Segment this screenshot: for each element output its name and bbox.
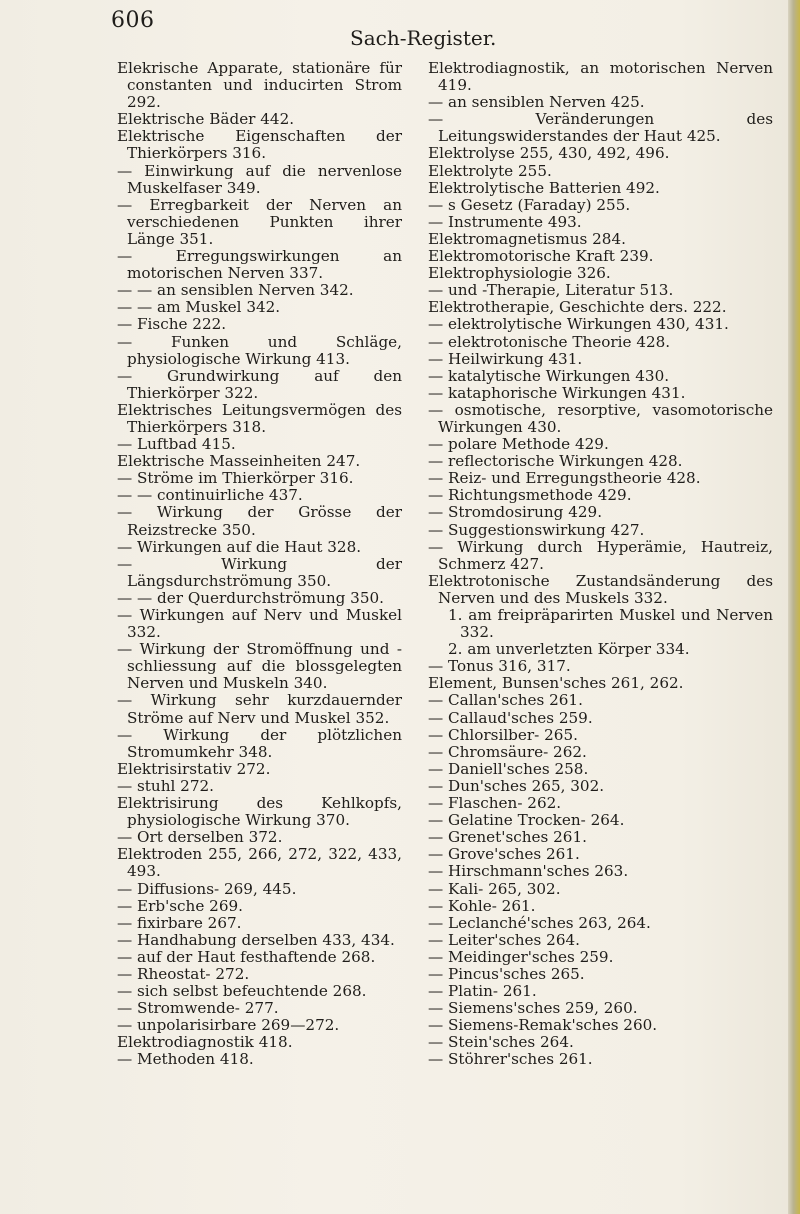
index-entry: — Grenet'sches 261.: [428, 828, 587, 847]
index-entry: Elektrotonische Zustandsänderung des Nerven und des Muskels 332.: [428, 571, 773, 607]
index-entry: Elekrische Apparate, stationäre für constanten und inducirten Strom 292.: [117, 59, 402, 112]
index-entry: — Chlorsilber- 265.: [428, 725, 578, 744]
index-entry: — Leclanché'sches 263, 264.: [428, 913, 651, 932]
index-entry: — auf der Haut festhaftende 268.: [117, 947, 376, 966]
index-entry: — Tonus 316, 317.: [428, 657, 571, 676]
index-entry: — Erregbarkeit der Nerven an verschiedenen Punkten ihrer Länge 351.: [117, 195, 402, 248]
index-entry: — Diffusions- 269, 445.: [117, 879, 297, 898]
index-entry: — Suggestionswirkung 427.: [428, 520, 645, 539]
index-entry: Elektrodiagnostik, an motorischen Nerven 419.: [428, 59, 773, 95]
index-entry: — Instrumente 493.: [428, 212, 582, 231]
index-entry: — Stromwende- 277.: [117, 999, 279, 1018]
index-entry: Elektrische Masseinheiten 247.: [117, 452, 361, 471]
index-entry: — reflectorische Wirkungen 428.: [428, 452, 683, 471]
index-entry: — Grundwirkung auf den Thierkörper 322.: [117, 366, 402, 402]
index-entry: — Callan'sches 261.: [428, 691, 583, 710]
index-entry: — kataphorische Wirkungen 431.: [428, 383, 686, 402]
index-entry: — Heilwirkung 431.: [428, 349, 583, 368]
index-entry: — Rheostat- 272.: [117, 964, 250, 983]
index-entry: — Meidinger'sches 259.: [428, 947, 614, 966]
index-entry: — Hirschmann'sches 263.: [428, 862, 629, 881]
index-entry: — Chromsäure- 262.: [428, 742, 587, 761]
index-entry: — Wirkungen auf Nerv und Muskel 332.: [117, 606, 402, 642]
running-head: Sach-Register.: [350, 26, 497, 50]
index-entry: 1. am freipräparirten Muskel und Nerven 332.: [448, 606, 773, 642]
index-entry: — Einwirkung auf die nervenlose Muskelfaser 349.: [117, 161, 402, 197]
index-entry: — Handhabung derselben 433, 434.: [117, 930, 395, 949]
index-entry: — Wirkung der Stromöffnung und -schliessung auf die blossgelegten Nerven und Muskeln 340.: [117, 640, 402, 693]
index-entry: — Methoden 418.: [117, 1050, 254, 1069]
index-entry: — unpolarisirbare 269—272.: [117, 1016, 340, 1035]
page-number: 606: [111, 8, 155, 33]
index-entry: — fixirbare 267.: [117, 913, 242, 932]
index-entry: Elektroden 255, 266, 272, 322, 433, 493.: [117, 845, 402, 881]
index-entry: — Erregungswirkungen an motorischen Nerven 337.: [117, 247, 402, 283]
index-entry: Elektrodiagnostik 418.: [117, 1033, 293, 1052]
index-entry: Elektrisches Leitungsvermögen des Thierkörpers 318.: [117, 400, 402, 436]
index-entry: 2. am unverletzten Körper 334.: [448, 640, 690, 659]
index-entry: Elektrisirung des Kehlkopfs, physiologische Wirkung 370.: [117, 794, 402, 830]
index-entry: — — am Muskel 342.: [117, 298, 281, 317]
index-entry: Elektrolyte 255.: [428, 161, 552, 180]
index-entry: — elektrolytische Wirkungen 430, 431.: [428, 315, 729, 334]
index-entry: — — an sensiblen Nerven 342.: [117, 281, 354, 300]
index-entry: Elektrolyse 255, 430, 492, 496.: [428, 144, 670, 163]
index-entry: Elektromotorische Kraft 239.: [428, 247, 654, 266]
index-entry: — Kali- 265, 302.: [428, 879, 561, 898]
index-entry: — Reiz- und Erregungstheorie 428.: [428, 469, 701, 488]
index-entry: Elektrophysiologie 326.: [428, 264, 611, 283]
index-entry: — — continuirliche 437.: [117, 486, 303, 505]
index-entry: — Luftbad 415.: [117, 435, 236, 454]
index-entry: — Gelatine Trocken- 264.: [428, 811, 625, 830]
index-entry: Elektrisirstativ 272.: [117, 759, 271, 778]
index-entry: — sich selbst befeuchtende 268.: [117, 982, 367, 1001]
index-entry: — Kohle- 261.: [428, 896, 536, 915]
index-entry: — Wirkung der Grösse der Reizstrecke 350.: [117, 503, 402, 539]
index-entry: — Wirkung der plötzlichen Stromumkehr 348.: [117, 725, 402, 761]
index-entry: — Stöhrer'sches 261.: [428, 1050, 593, 1069]
index-entry: — polare Methode 429.: [428, 435, 609, 454]
index-entry: — osmotische, resorptive, vasomotorische Wirkungen 430.: [428, 400, 773, 436]
page-edge: [788, 0, 800, 1214]
index-entry: — Siemens'sches 259, 260.: [428, 999, 638, 1018]
index-entry: — Funken und Schläge, physiologische Wirkung 413.: [117, 332, 402, 368]
index-entry: — Ströme im Thierkörper 316.: [117, 469, 354, 488]
index-entry: — Siemens-Remak'sches 260.: [428, 1016, 658, 1035]
index-entry: — stuhl 272.: [117, 776, 214, 795]
index-entry: — Pincus'sches 265.: [428, 964, 585, 983]
index-entry: — Wirkung der Längsdurchströmung 350.: [117, 554, 402, 590]
index-entry: — Flaschen- 262.: [428, 794, 562, 813]
index-entry: — Daniell'sches 258.: [428, 759, 589, 778]
index-entry: Elektrische Eigenschaften der Thierkörpers 316.: [117, 127, 402, 163]
index-entry: — elektrotonische Theorie 428.: [428, 332, 671, 351]
index-entry: — Grove'sches 261.: [428, 845, 580, 864]
index-entry: — s Gesetz (Faraday) 255.: [428, 195, 631, 214]
index-entry: — Wirkungen auf die Haut 328.: [117, 537, 362, 556]
index-entry: — Veränderungen des Leitungswiderstandes der Haut 425.: [428, 110, 773, 146]
index-entry: Elektromagnetismus 284.: [428, 229, 626, 248]
index-entry: Element, Bunsen'sches 261, 262.: [428, 674, 684, 693]
index-entry: — Leiter'sches 264.: [428, 930, 580, 949]
index-entry: — an sensiblen Nerven 425.: [428, 93, 645, 112]
index-entry: — Ort derselben 372.: [117, 828, 283, 847]
index-entry: — Erb'sche 269.: [117, 896, 243, 915]
index-column-right: [428, 60, 773, 1069]
index-entry: — Richtungsmethode 429.: [428, 486, 632, 505]
index-entry: — Fische 222.: [117, 315, 227, 334]
index-entry: Elektrotherapie, Geschichte ders. 222.: [428, 298, 727, 317]
index-entry: Elektrische Bäder 442.: [117, 110, 295, 129]
index-entry: — Stein'sches 264.: [428, 1033, 574, 1052]
index-entry: — Wirkung sehr kurzdauernder Ströme auf Nerv und Muskel 352.: [117, 691, 402, 727]
index-column-left: [117, 60, 402, 1069]
index-entry: — Stromdosirung 429.: [428, 503, 603, 522]
index-entry: — — der Querdurchströmung 350.: [117, 588, 384, 607]
index-entry: — katalytische Wirkungen 430.: [428, 366, 670, 385]
index-entry: Elektrolytische Batterien 492.: [428, 178, 660, 197]
index-entry: — Wirkung durch Hyperämie, Hautreiz, Schmerz 427.: [428, 537, 773, 573]
index-entry: — Callaud'sches 259.: [428, 708, 593, 727]
index-entry: — und -Therapie, Literatur 513.: [428, 281, 674, 300]
index-entry: — Platin- 261.: [428, 982, 537, 1001]
index-entry: — Dun'sches 265, 302.: [428, 776, 605, 795]
